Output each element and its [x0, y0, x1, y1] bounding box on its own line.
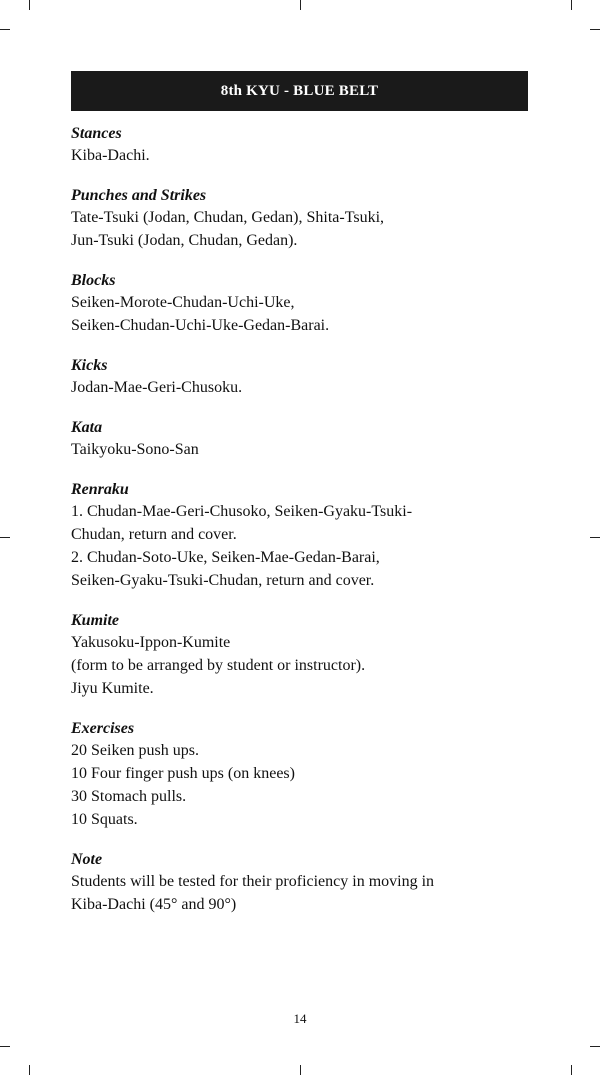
section-line: Kiba-Dachi (45° and 90°): [71, 896, 237, 913]
section-stances: [71, 123, 531, 167]
section-heading: Stances: [71, 125, 122, 142]
section-line: Students will be tested for their proficiency in moving in: [71, 873, 435, 890]
section-line: Seiken-Chudan-Uchi-Uke-Gedan-Barai.: [71, 317, 330, 334]
section-blocks: [71, 270, 531, 337]
section-exercises: [71, 718, 531, 831]
section-line: 2. Chudan-Soto-Uke, Seiken-Mae-Gedan-Barai,: [71, 549, 380, 566]
section-kata: [71, 417, 531, 461]
section-punches-and-strikes: [71, 185, 531, 252]
crop-mark-right-middle: [590, 537, 600, 538]
section-kumite: [71, 610, 531, 700]
section-line: Seiken-Gyaku-Tsuki-Chudan, return and cover.: [71, 572, 375, 589]
section-line: (form to be arranged by student or instructor).: [71, 657, 366, 674]
crop-mark-right-bottom: [590, 1046, 600, 1047]
page-number: 14: [293, 1011, 307, 1026]
section-line: Chudan, return and cover.: [71, 526, 237, 543]
page-title: 8th KYU - BLUE BELT: [220, 82, 379, 99]
crop-mark-left-top: [0, 29, 10, 30]
section-line: 20 Seiken push ups.: [71, 742, 199, 759]
crop-mark-left-middle: [0, 537, 10, 538]
section-kicks: [71, 355, 531, 399]
section-line: 1. Chudan-Mae-Geri-Chusoko, Seiken-Gyaku-Tsuki-: [71, 503, 413, 520]
crop-mark-top-right: [571, 0, 572, 10]
section-heading: Punches and Strikes: [71, 187, 207, 204]
section-heading: Kicks: [71, 357, 108, 374]
crop-mark-bottom-right: [571, 1065, 572, 1075]
section-heading: Note: [71, 851, 103, 868]
section-line: Yakusoku-Ippon-Kumite: [71, 634, 231, 651]
section-line: 30 Stomach pulls.: [71, 788, 187, 805]
section-line: Jiyu Kumite.: [71, 680, 154, 697]
crop-mark-right-top: [590, 29, 600, 30]
section-line: Jun-Tsuki (Jodan, Chudan, Gedan).: [71, 232, 298, 249]
section-heading: Exercises: [71, 720, 135, 737]
section-line: Seiken-Morote-Chudan-Uchi-Uke,: [71, 294, 295, 311]
section-line: Tate-Tsuki (Jodan, Chudan, Gedan), Shita-Tsuki,: [71, 209, 385, 226]
header-bar: [71, 71, 528, 111]
crop-mark-bottom-center: [300, 1065, 301, 1075]
section-heading: Kumite: [71, 612, 120, 629]
section-heading: Blocks: [71, 272, 116, 289]
section-line: Taikyoku-Sono-San: [71, 441, 199, 458]
section-line: Kiba-Dachi.: [71, 147, 150, 164]
crop-mark-top-left: [29, 0, 30, 10]
section-renraku: [71, 479, 531, 592]
crop-mark-top-center: [300, 0, 301, 10]
section-line: Jodan-Mae-Geri-Chusoku.: [71, 379, 243, 396]
section-line: 10 Four finger push ups (on knees): [71, 765, 295, 782]
crop-mark-bottom-left: [29, 1065, 30, 1075]
curriculum-content: [71, 123, 531, 934]
section-line: 10 Squats.: [71, 811, 138, 828]
section-heading: Renraku: [71, 481, 129, 498]
section-heading: Kata: [71, 419, 103, 436]
section-note: [71, 849, 531, 916]
crop-mark-left-bottom: [0, 1046, 10, 1047]
